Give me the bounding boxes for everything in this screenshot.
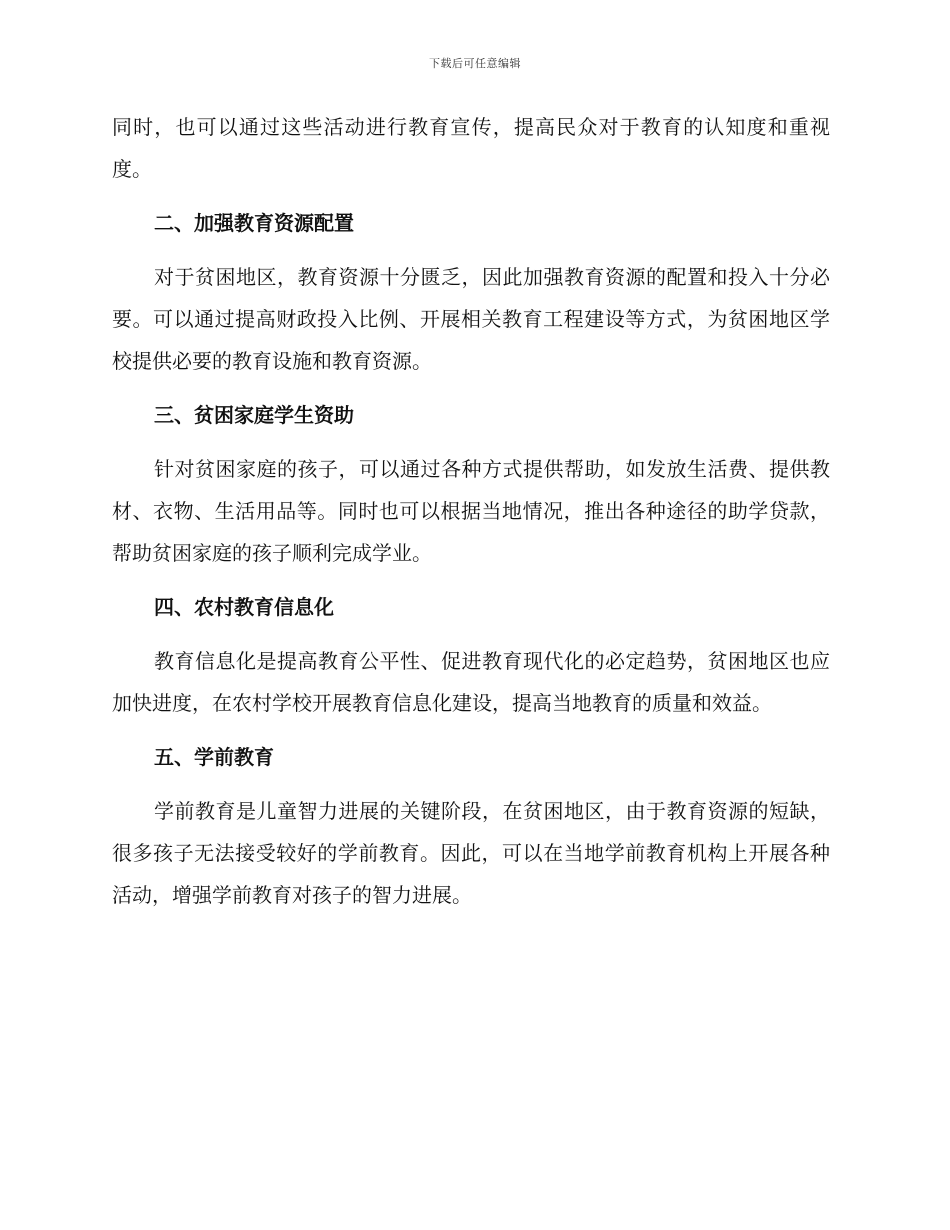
section-body-3: 针对贫困家庭的孩子，可以通过各种方式提供帮助，如发放生活费、提供教材、衣物、生活用品等。同时也可以根据当地情况，推出各种途径的助学贷款，帮助贫困家庭的孩子顺利完成学业。 bbox=[112, 457, 830, 565]
section-body-2: 对于贫困地区，教育资源十分匮乏，因此加强教育资源的配置和投入十分必要。可以通过提高财政投入比例、开展相关教育工程建设等方式，为贫困地区学校提供必要的教育设施和教育资源。 bbox=[112, 265, 830, 373]
page-header: 下载后可任意编辑 bbox=[429, 57, 521, 70]
section-body-4: 教育信息化是提高教育公平性、促进教育现代化的必定趋势，贫困地区也应加快进度，在农村学校开展教育信息化建设，提高当地教育的质量和效益。 bbox=[112, 649, 830, 715]
paragraph-intro-continued: 同时，也可以通过这些活动进行教育宣传，提高民众对于教育的认知度和重视度。 bbox=[112, 115, 830, 181]
section-heading-5: 五、学前教育 bbox=[154, 745, 274, 769]
section-heading-2: 二、加强教育资源配置 bbox=[154, 211, 354, 235]
section-heading-3: 三、贫困家庭学生资助 bbox=[154, 403, 354, 427]
section-heading-4: 四、农村教育信息化 bbox=[154, 595, 334, 619]
document-body bbox=[112, 106, 830, 916]
section-body-5: 学前教育是儿童智力进展的关键阶段，在贫困地区，由于教育资源的短缺，很多孩子无法接受较好的学前教育。因此，可以在当地学前教育机构上开展各种活动，增强学前教育对孩子的智力进展。 bbox=[112, 799, 830, 907]
